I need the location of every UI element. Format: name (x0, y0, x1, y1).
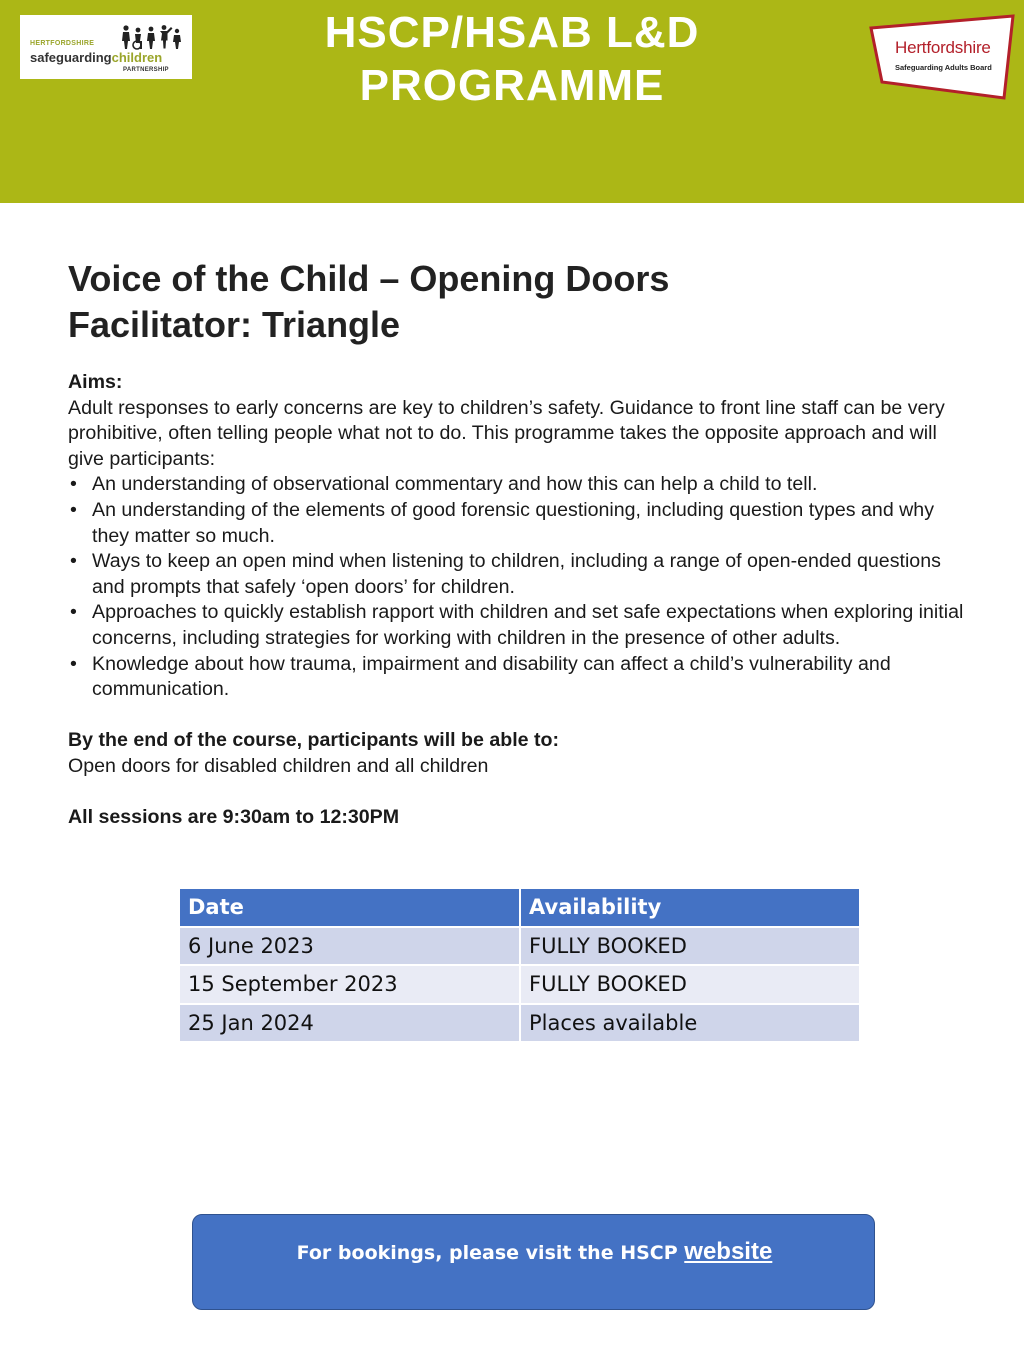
table-row (179, 965, 860, 1004)
page-title-line1: HSCP/HSAB L&D (324, 8, 700, 57)
session-date: 6 June 2023 (179, 927, 520, 966)
course-name: Voice of the Child – Opening Doors (68, 258, 670, 299)
table-row (179, 1004, 860, 1043)
aims-list (68, 472, 973, 702)
session-date: 15 September 2023 (179, 965, 520, 1004)
course-facilitator: Facilitator: Triangle (68, 304, 401, 345)
session-availability: FULLY BOOKED (520, 927, 860, 966)
outcome-text: Open doors for disabled children and all children (68, 754, 489, 777)
list-item: • Knowledge about how trauma, impairment and disability can affect a child’s vulnerability and communication. (70, 652, 891, 701)
column-header-availability: Availability (520, 888, 860, 927)
logo-title: Hertfordshire (895, 38, 991, 57)
header-band (0, 0, 1024, 203)
logo-subtitle: Safeguarding Adults Board (895, 63, 992, 72)
session-availability: Places available (520, 1004, 860, 1043)
page-title-line2: PROGRAMME (359, 61, 665, 110)
logo-main-text: safeguardingchildren (30, 50, 163, 65)
course-description (68, 370, 973, 831)
course-title (68, 256, 669, 348)
booking-text: For bookings, please visit the HSCP website (296, 1238, 773, 1265)
list-item: • Ways to keep an open mind when listening to children, including a range of open-ended questions and prompts that safely ‘open doors’ for children. (70, 550, 941, 598)
sessions-table (178, 887, 861, 1043)
column-header-date: Date (179, 888, 520, 927)
list-item: • An understanding of observational commentary and how this can help a child to tell. (70, 473, 818, 496)
safeguarding-children-partnership-logo (20, 15, 192, 79)
logo-small-text: HERTFORDSHIRE (30, 40, 95, 47)
website-link[interactable]: website (684, 1238, 773, 1265)
logo-frame-icon (868, 12, 1018, 104)
list-item: • An understanding of the elements of good forensic questioning, including question types and why they matter so much. (70, 498, 935, 547)
booking-callout (192, 1214, 875, 1310)
table-row (179, 927, 860, 966)
people-figures-icon (120, 24, 184, 50)
list-item: • Approaches to quickly establish rapport with children and set safe expectations when exploring initial concerns, including strategies for working with children in the presence of other adults. (70, 601, 964, 649)
outcome-heading: By the end of the course, participants will be able to: (68, 729, 560, 752)
sessions-note: All sessions are 9:30am to 12:30PM (68, 806, 400, 829)
safeguarding-adults-board-logo (868, 12, 1018, 104)
aims-intro: Adult responses to early concerns are key to children’s safety. Guidance to front line staff can be very prohibitive, often telling people what not to do. This programme takes the opposite approach and will give participants: (68, 396, 945, 470)
table-header-row (179, 888, 860, 927)
aims-heading: Aims: (68, 371, 123, 393)
session-availability: FULLY BOOKED (520, 965, 860, 1004)
session-date: 25 Jan 2024 (179, 1004, 520, 1043)
page-title (262, 6, 762, 112)
logo-sub-text: PARTNERSHIP (123, 67, 169, 73)
